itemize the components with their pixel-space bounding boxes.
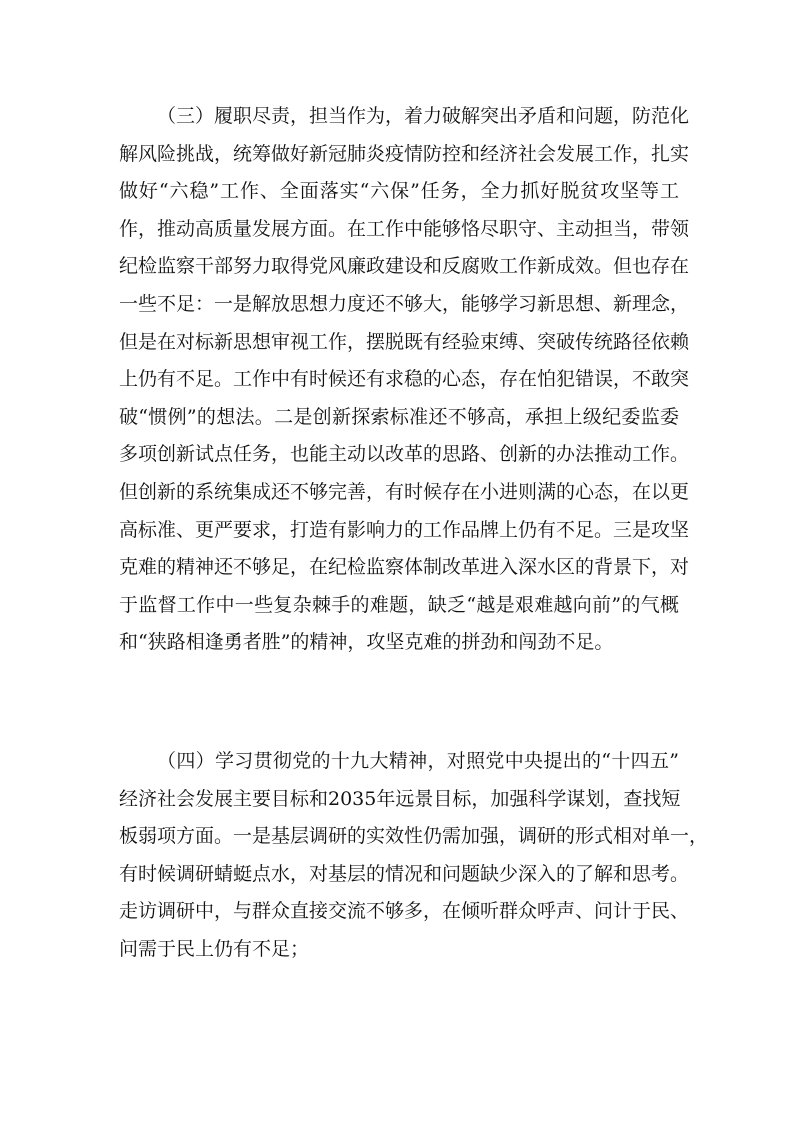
text-line: 高标准、更严要求，打造有影响力的工作品牌上仍有不足。三是攻坚 (119, 518, 690, 541)
text-line: 和“狭路相逢勇者胜”的精神，攻坚克难的拼劲和闯劲不足。 (119, 631, 614, 654)
text-line: 做好“六稳”工作、全面落实“六保”任务，全力抓好脱贫攻坚等工 (119, 180, 679, 203)
text-line: 经济社会发展主要目标和2035年远景目标，加强科学谋划，查找短 (119, 787, 681, 810)
text-line: 走访调研中，与群众直接交流不够多，在倾听群众呼声、问计于民、 (119, 900, 690, 923)
text-line: 但创新的系统集成还不够完善，有时候存在小进则满的心态，在以更 (119, 480, 690, 503)
text-line: 破“惯例”的想法。二是创新探索标准还不够高，承担上级纪委监委 (119, 405, 679, 428)
text-line: 但是在对标新思想审视工作，摆脱既有经验束缚、突破传统路径依赖 (119, 330, 690, 353)
text-line: 有时候调研蜻蜓点水，对基层的情况和问题缺少深入的了解和思考。 (119, 862, 690, 885)
text-line: 纪检监察干部努力取得党风廉政建设和反腐败工作新成效。但也存在 (119, 255, 690, 278)
text-line: 一些不足：一是解放思想力度还不够大，能够学习新思想、新理念， (119, 292, 690, 315)
text-line: 板弱项方面。一是基层调研的实效性仍需加强，调研的形式相对单一， (119, 825, 709, 848)
text-line: 解风险挑战，统筹做好新冠肺炎疫情防控和经济社会发展工作，扎实 (119, 142, 690, 165)
text-line: （四）学习贯彻党的十九大精神，对照党中央提出的“十四五” (157, 750, 679, 772)
text-line: 于监督工作中一些复杂棘手的难题，缺乏“越是艰难越向前”的气概 (119, 593, 679, 616)
text-line: 问需于民上仍有不足； (119, 937, 310, 960)
paragraph-section-three (119, 98, 690, 662)
text-line: 多项创新试点任务，也能主动以改革的思路、创新的办法推动工作。 (119, 443, 690, 466)
paragraph-section-four (119, 743, 709, 969)
text-line: 作，推动高质量发展方面。在工作中能够恪尽职守、主动担当，带领 (119, 217, 690, 240)
text-line: 上仍有不足。工作中有时候还有求稳的心态，存在怕犯错误，不敢突 (119, 368, 690, 391)
text-line: （三）履职尽责，担当作为，着力破解突出矛盾和问题，防范化 (157, 105, 690, 127)
text-line: 克难的精神还不够足，在纪检监察体制改革进入深水区的背景下，对 (119, 556, 690, 579)
